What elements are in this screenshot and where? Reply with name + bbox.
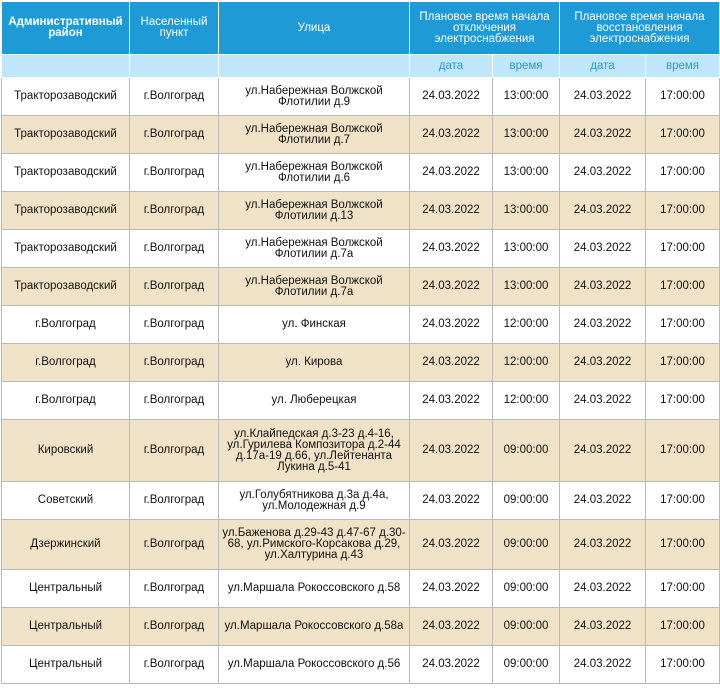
table-row xyxy=(2,230,720,268)
off-time-cell: 12:00:00 xyxy=(493,344,560,382)
on-time-cell: 17:00:00 xyxy=(646,608,720,646)
on-date-cell: 24.03.2022 xyxy=(560,570,646,608)
district-cell: г.Волгоград xyxy=(2,344,130,382)
on-date-cell: 24.03.2022 xyxy=(560,78,646,116)
off-time-cell: 09:00:00 xyxy=(493,646,560,684)
table-row xyxy=(2,78,720,116)
locality-cell: г.Волгоград xyxy=(130,268,219,306)
off-time-cell: 13:00:00 xyxy=(493,154,560,192)
locality-cell: г.Волгоград xyxy=(130,116,219,154)
off-time-cell: 13:00:00 xyxy=(493,78,560,116)
on-time-cell: 17:00:00 xyxy=(646,420,720,482)
off-date-cell: 24.03.2022 xyxy=(410,344,493,382)
street-cell: ул.Набережная Волжской Флотилии д.9 xyxy=(219,78,410,116)
on-time-cell: 17:00:00 xyxy=(646,78,720,116)
district-cell: Тракторозаводский xyxy=(2,78,130,116)
off-date-cell: 24.03.2022 xyxy=(410,78,493,116)
street-cell: ул. Кирова xyxy=(219,344,410,382)
street-cell: ул.Набережная Волжской Флотилии д.13 xyxy=(219,192,410,230)
street-cell: ул.Маршала Рокоссовского д.58а xyxy=(219,608,410,646)
district-cell: Тракторозаводский xyxy=(2,230,130,268)
on-time-cell: 17:00:00 xyxy=(646,268,720,306)
district-cell: г.Волгоград xyxy=(2,382,130,420)
on-date-cell: 24.03.2022 xyxy=(560,420,646,482)
on-date-cell: 24.03.2022 xyxy=(560,608,646,646)
locality-cell: г.Волгоград xyxy=(130,646,219,684)
locality-cell: г.Волгоград xyxy=(130,382,219,420)
table-row xyxy=(2,570,720,608)
street-cell: ул.Голубятникова д.3а д.4а, ул.Молодежная д.9 xyxy=(219,482,410,520)
header-row xyxy=(2,2,720,55)
off-time-cell: 09:00:00 xyxy=(493,570,560,608)
street-cell: ул.Клайпедская д.3-23 д.4-16, ул.Гурилева Композитора д.2-44 д.17а-19 д.66, ул.Лейтенанта Лукина д.5-41 xyxy=(219,420,410,482)
table-row xyxy=(2,306,720,344)
subheader-row xyxy=(2,55,720,78)
on-date-cell: 24.03.2022 xyxy=(560,646,646,684)
off-date-cell: 24.03.2022 xyxy=(410,520,493,570)
on-time-subheader: время xyxy=(646,55,720,78)
street-cell: ул. Финская xyxy=(219,306,410,344)
table-row xyxy=(2,268,720,306)
on-date-cell: 24.03.2022 xyxy=(560,116,646,154)
on-time-cell: 17:00:00 xyxy=(646,570,720,608)
subheader-empty xyxy=(219,55,410,78)
table-row xyxy=(2,520,720,570)
off-time-cell: 13:00:00 xyxy=(493,116,560,154)
district-cell: Тракторозаводский xyxy=(2,268,130,306)
locality-cell: г.Волгоград xyxy=(130,192,219,230)
on-date-cell: 24.03.2022 xyxy=(560,192,646,230)
locality-cell: г.Волгоград xyxy=(130,344,219,382)
on-date-cell: 24.03.2022 xyxy=(560,268,646,306)
off-time-cell: 09:00:00 xyxy=(493,608,560,646)
street-cell: ул.Набережная Волжской Флотилии д.7 xyxy=(219,116,410,154)
off-date-cell: 24.03.2022 xyxy=(410,192,493,230)
off-time-cell: 12:00:00 xyxy=(493,382,560,420)
district-cell: Тракторозаводский xyxy=(2,192,130,230)
off-time-header: Плановое время начала отключения электроснабжения xyxy=(410,2,560,55)
off-time-subheader: время xyxy=(493,55,560,78)
street-cell: ул.Набережная Волжской Флотилии д.6 xyxy=(219,154,410,192)
on-time-cell: 17:00:00 xyxy=(646,382,720,420)
table-row xyxy=(2,382,720,420)
off-date-cell: 24.03.2022 xyxy=(410,230,493,268)
off-time-cell: 13:00:00 xyxy=(493,268,560,306)
on-time-cell: 17:00:00 xyxy=(646,192,720,230)
street-cell: ул. Люберецкая xyxy=(219,382,410,420)
locality-header: Населенный пункт xyxy=(130,2,219,55)
on-date-cell: 24.03.2022 xyxy=(560,344,646,382)
on-time-cell: 17:00:00 xyxy=(646,230,720,268)
off-date-cell: 24.03.2022 xyxy=(410,116,493,154)
street-header: Улица xyxy=(219,2,410,55)
on-date-cell: 24.03.2022 xyxy=(560,520,646,570)
off-time-cell: 12:00:00 xyxy=(493,306,560,344)
off-time-cell: 13:00:00 xyxy=(493,192,560,230)
district-cell: Центральный xyxy=(2,646,130,684)
on-date-cell: 24.03.2022 xyxy=(560,382,646,420)
district-cell: г.Волгоград xyxy=(2,306,130,344)
table-row xyxy=(2,154,720,192)
off-date-cell: 24.03.2022 xyxy=(410,482,493,520)
on-date-cell: 24.03.2022 xyxy=(560,306,646,344)
off-date-subheader: дата xyxy=(410,55,493,78)
off-date-cell: 24.03.2022 xyxy=(410,268,493,306)
locality-cell: г.Волгоград xyxy=(130,306,219,344)
on-date-cell: 24.03.2022 xyxy=(560,230,646,268)
on-date-subheader: дата xyxy=(560,55,646,78)
locality-cell: г.Волгоград xyxy=(130,608,219,646)
locality-cell: г.Волгоград xyxy=(130,520,219,570)
street-cell: ул.Баженова д.29-43 д.47-67 д.30-68, ул.Римского-Корсакова д.29, ул.Халтурина д.43 xyxy=(219,520,410,570)
table-row xyxy=(2,192,720,230)
district-header: Административный район xyxy=(2,2,130,55)
district-cell: Центральный xyxy=(2,608,130,646)
locality-cell: г.Волгоград xyxy=(130,420,219,482)
off-date-cell: 24.03.2022 xyxy=(410,306,493,344)
on-date-cell: 24.03.2022 xyxy=(560,482,646,520)
table-row xyxy=(2,420,720,482)
table-row xyxy=(2,344,720,382)
power-outage-table xyxy=(1,1,720,684)
district-cell: Советский xyxy=(2,482,130,520)
on-time-cell: 17:00:00 xyxy=(646,344,720,382)
off-date-cell: 24.03.2022 xyxy=(410,154,493,192)
on-time-cell: 17:00:00 xyxy=(646,306,720,344)
on-time-cell: 17:00:00 xyxy=(646,154,720,192)
district-cell: Тракторозаводский xyxy=(2,116,130,154)
off-time-cell: 09:00:00 xyxy=(493,420,560,482)
locality-cell: г.Волгоград xyxy=(130,78,219,116)
on-time-cell: 17:00:00 xyxy=(646,482,720,520)
district-cell: Центральный xyxy=(2,570,130,608)
district-cell: Дзержинский xyxy=(2,520,130,570)
off-date-cell: 24.03.2022 xyxy=(410,382,493,420)
on-time-cell: 17:00:00 xyxy=(646,116,720,154)
street-cell: ул.Маршала Рокоссовского д.58 xyxy=(219,570,410,608)
table-row xyxy=(2,116,720,154)
off-date-cell: 24.03.2022 xyxy=(410,646,493,684)
street-cell: ул.Набережная Волжской Флотилии д.7а xyxy=(219,268,410,306)
off-time-cell: 09:00:00 xyxy=(493,482,560,520)
on-time-cell: 17:00:00 xyxy=(646,520,720,570)
on-date-cell: 24.03.2022 xyxy=(560,154,646,192)
on-time-cell: 17:00:00 xyxy=(646,646,720,684)
district-cell: Тракторозаводский xyxy=(2,154,130,192)
street-cell: ул.Набережная Волжской Флотилии д.7а xyxy=(219,230,410,268)
locality-cell: г.Волгоград xyxy=(130,570,219,608)
district-cell: Кировский xyxy=(2,420,130,482)
street-cell: ул.Маршала Рокоссовского д.56 xyxy=(219,646,410,684)
locality-cell: г.Волгоград xyxy=(130,482,219,520)
off-date-cell: 24.03.2022 xyxy=(410,570,493,608)
table-row xyxy=(2,482,720,520)
off-time-cell: 13:00:00 xyxy=(493,230,560,268)
off-date-cell: 24.03.2022 xyxy=(410,608,493,646)
locality-cell: г.Волгоград xyxy=(130,154,219,192)
off-date-cell: 24.03.2022 xyxy=(410,420,493,482)
locality-cell: г.Волгоград xyxy=(130,230,219,268)
subheader-empty xyxy=(2,55,130,78)
restore-time-header: Плановое время начала восстановления электроснабжения xyxy=(560,2,720,55)
table-row xyxy=(2,646,720,684)
off-time-cell: 09:00:00 xyxy=(493,520,560,570)
table-row xyxy=(2,608,720,646)
subheader-empty xyxy=(130,55,219,78)
